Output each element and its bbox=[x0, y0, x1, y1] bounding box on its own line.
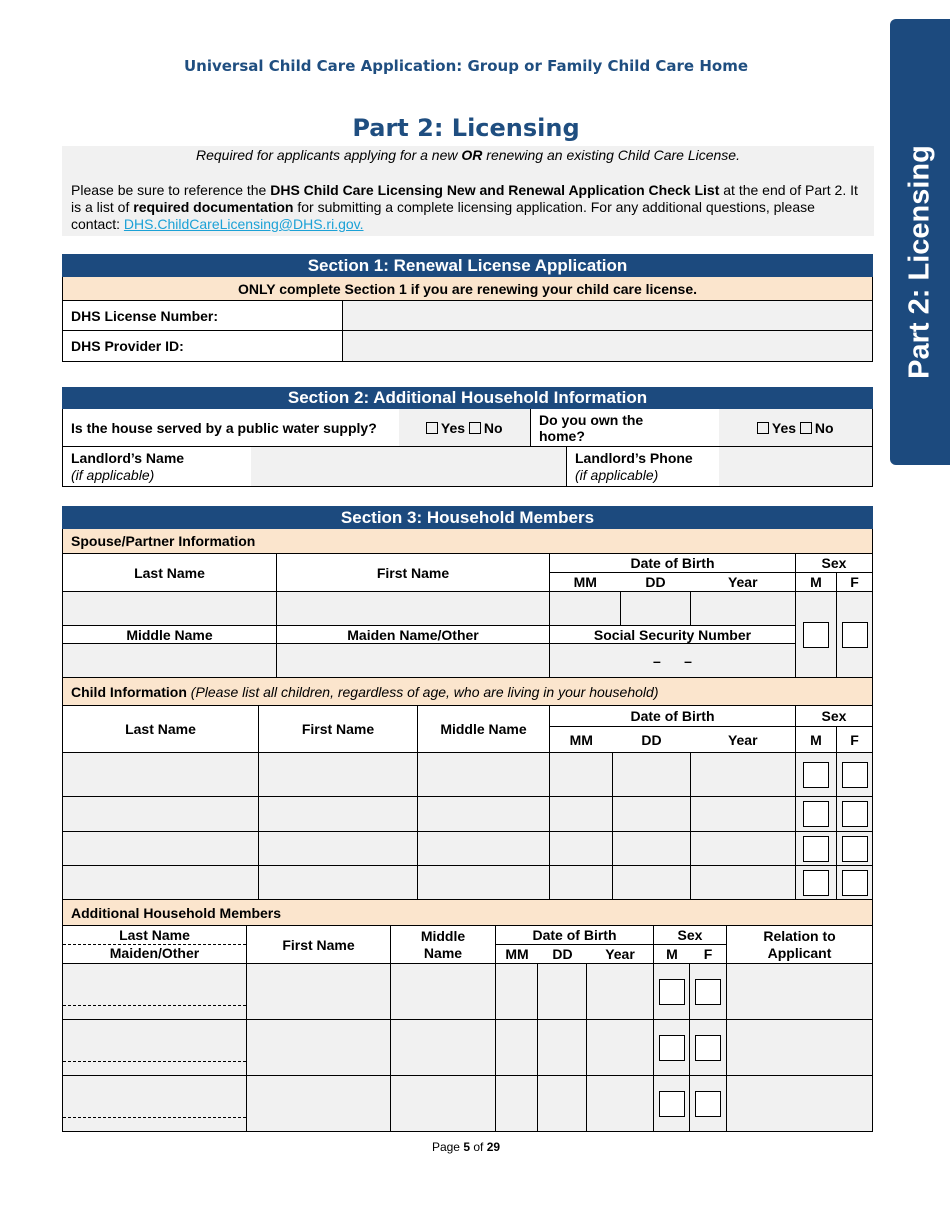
child-first-name-field[interactable] bbox=[259, 832, 418, 866]
col-m: M bbox=[796, 573, 837, 592]
child-dob-dd-field[interactable] bbox=[613, 797, 691, 832]
add-dob-year-field[interactable] bbox=[587, 1020, 654, 1076]
own-yes-checkbox[interactable] bbox=[757, 422, 769, 434]
add-sex-f-checkbox[interactable] bbox=[695, 979, 721, 1005]
add-relation-field[interactable] bbox=[727, 1020, 873, 1076]
additional-member-row bbox=[63, 1076, 873, 1132]
child-sex-m-cell bbox=[796, 797, 837, 832]
section1-title: Section 1: Renewal License Application bbox=[63, 255, 873, 277]
add-middle-name-field[interactable] bbox=[391, 964, 496, 1020]
add-sex-f-cell bbox=[690, 1076, 727, 1132]
col-middle-name: Middle Name bbox=[63, 626, 277, 644]
child-dob-mm-field[interactable] bbox=[550, 832, 613, 866]
child-first-name-field[interactable] bbox=[259, 866, 418, 900]
water-yes-checkbox[interactable] bbox=[426, 422, 438, 434]
col-mm: MM bbox=[550, 573, 621, 592]
child-sex-f-cell bbox=[837, 832, 873, 866]
spouse-maiden-name-field[interactable] bbox=[277, 644, 550, 678]
own-home-options: Yes No bbox=[719, 409, 873, 447]
add-first-name-field[interactable] bbox=[247, 964, 391, 1020]
child-sex-f-checkbox[interactable] bbox=[842, 762, 868, 788]
page-title: Part 2: Licensing bbox=[352, 114, 580, 142]
child-col-f: F bbox=[837, 727, 873, 753]
child-table bbox=[62, 677, 873, 900]
child-col-dob: Date of Birth bbox=[550, 706, 796, 727]
spouse-first-name-field[interactable] bbox=[277, 592, 550, 626]
intro-text: Please be sure to reference the DHS Child Care Licensing New and Renewal Application Check List at the end of Part 2. It is a list of required documentation for submitting a complete licensing application. For any additional questions, please contact: DHS.ChildCareLicensing@DHS.ri.gov. bbox=[71, 182, 858, 232]
document-header: Universal Child Care Application: Group or Family Child Care Home bbox=[183, 57, 748, 75]
add-dob-mm-field[interactable] bbox=[496, 1020, 538, 1076]
child-middle-name-field[interactable] bbox=[418, 753, 550, 797]
add-sex-m-cell bbox=[654, 1076, 690, 1132]
section3-spouse-table bbox=[62, 506, 873, 678]
add-sex-m-checkbox[interactable] bbox=[659, 1091, 685, 1117]
child-sex-f-cell bbox=[837, 866, 873, 900]
add-dob-year-field[interactable] bbox=[587, 1076, 654, 1132]
child-sex-f-checkbox[interactable] bbox=[842, 870, 868, 896]
child-last-name-field[interactable] bbox=[63, 832, 259, 866]
landlord-phone-field[interactable] bbox=[719, 447, 873, 487]
add-col-sex: Sex M F bbox=[654, 926, 727, 964]
col-year: Year bbox=[691, 573, 796, 592]
spouse-sex-m-cell bbox=[796, 592, 837, 678]
spouse-dob-year-field[interactable] bbox=[691, 592, 796, 626]
add-sex-m-checkbox[interactable] bbox=[659, 979, 685, 1005]
child-sex-m-checkbox[interactable] bbox=[803, 836, 829, 862]
add-dob-mm-field[interactable] bbox=[496, 1076, 538, 1132]
spouse-middle-name-field[interactable] bbox=[63, 644, 277, 678]
child-row bbox=[63, 797, 873, 832]
additional-member-row bbox=[63, 1020, 873, 1076]
col-ssn: Social Security Number bbox=[550, 626, 796, 644]
add-last-maiden-field[interactable] bbox=[63, 1076, 247, 1132]
requirement-note: Required for applicants applying for a new OR renewing an existing Child Care License. bbox=[196, 147, 740, 163]
child-dob-year-field[interactable] bbox=[691, 832, 796, 866]
child-col-year: Year bbox=[691, 727, 796, 753]
child-col-m: M bbox=[796, 727, 837, 753]
child-sex-m-cell bbox=[796, 753, 837, 797]
child-sex-f-checkbox[interactable] bbox=[842, 836, 868, 862]
spouse-ssn-field[interactable]: – – bbox=[550, 644, 796, 678]
own-no-checkbox[interactable] bbox=[800, 422, 812, 434]
child-middle-name-field[interactable] bbox=[418, 866, 550, 900]
child-dob-dd-field[interactable] bbox=[613, 832, 691, 866]
col-dd: DD bbox=[621, 573, 691, 592]
add-dob-dd-field[interactable] bbox=[538, 1076, 587, 1132]
add-last-maiden-field[interactable] bbox=[63, 1020, 247, 1076]
spouse-last-name-field[interactable] bbox=[63, 592, 277, 626]
add-sex-m-checkbox[interactable] bbox=[659, 1035, 685, 1061]
add-relation-field[interactable] bbox=[727, 964, 873, 1020]
child-dob-dd-field[interactable] bbox=[613, 753, 691, 797]
child-sex-m-checkbox[interactable] bbox=[803, 762, 829, 788]
child-dob-mm-field[interactable] bbox=[550, 797, 613, 832]
add-middle-name-field[interactable] bbox=[391, 1076, 496, 1132]
section1-table bbox=[62, 254, 873, 362]
spouse-sex-f-cell bbox=[837, 592, 873, 678]
spouse-dob-dd-field[interactable] bbox=[621, 592, 691, 626]
child-dob-dd-field[interactable] bbox=[613, 866, 691, 900]
child-last-name-field[interactable] bbox=[63, 797, 259, 832]
child-sex-f-cell bbox=[837, 797, 873, 832]
child-sex-f-checkbox[interactable] bbox=[842, 801, 868, 827]
add-dob-year-field[interactable] bbox=[587, 964, 654, 1020]
child-row bbox=[63, 832, 873, 866]
additional-member-row bbox=[63, 964, 873, 1020]
add-sex-f-checkbox[interactable] bbox=[695, 1035, 721, 1061]
add-sex-f-cell bbox=[690, 1020, 727, 1076]
add-col-dob: Date of Birth MM DD Year bbox=[496, 926, 654, 964]
col-dob: Date of Birth bbox=[550, 554, 796, 573]
section2-table bbox=[62, 387, 873, 487]
col-maiden-name: Maiden Name/Other bbox=[277, 626, 550, 644]
add-relation-field[interactable] bbox=[727, 1076, 873, 1132]
water-supply-options: Yes No bbox=[399, 409, 531, 447]
own-home-question: Do you own the home? bbox=[531, 409, 719, 447]
add-sex-f-cell bbox=[690, 964, 727, 1020]
add-dob-dd-field[interactable] bbox=[538, 1020, 587, 1076]
add-col-middle-name: Middle Name bbox=[391, 926, 496, 964]
spouse-sex-m-checkbox[interactable] bbox=[803, 622, 829, 648]
spouse-sex-f-checkbox[interactable] bbox=[842, 622, 868, 648]
child-dob-year-field[interactable] bbox=[691, 866, 796, 900]
add-first-name-field[interactable] bbox=[247, 1076, 391, 1132]
landlord-phone-label: Landlord’s Phone (if applicable) bbox=[567, 447, 719, 487]
add-sex-f-checkbox[interactable] bbox=[695, 1091, 721, 1117]
intro-box bbox=[62, 146, 874, 236]
child-dob-mm-field[interactable] bbox=[550, 866, 613, 900]
additional-heading: Additional Household Members bbox=[63, 900, 873, 926]
add-last-maiden-field[interactable] bbox=[63, 964, 247, 1020]
add-sex-m-cell bbox=[654, 964, 690, 1020]
add-middle-name-field[interactable] bbox=[391, 1020, 496, 1076]
child-sex-m-cell bbox=[796, 866, 837, 900]
child-heading: Child Information (Please list all children, regardless of age, who are living in your household) bbox=[63, 678, 873, 706]
child-col-dd: DD bbox=[613, 727, 691, 753]
contact-email-link[interactable]: DHS.ChildCareLicensing@DHS.ri.gov. bbox=[123, 216, 364, 232]
child-sex-m-checkbox[interactable] bbox=[803, 801, 829, 827]
add-col-relation: Relation to Applicant bbox=[727, 926, 873, 964]
add-sex-m-cell bbox=[654, 1020, 690, 1076]
child-dob-mm-field[interactable] bbox=[550, 753, 613, 797]
child-dob-year-field[interactable] bbox=[691, 797, 796, 832]
child-sex-m-checkbox[interactable] bbox=[803, 870, 829, 896]
water-supply-question: Is the house served by a public water supply? bbox=[63, 409, 399, 447]
child-last-name-field[interactable] bbox=[63, 753, 259, 797]
col-last-name: Last Name bbox=[63, 554, 277, 592]
additional-members-table bbox=[62, 899, 873, 1132]
child-col-last-name: Last Name bbox=[63, 706, 259, 753]
section2-title: Section 2: Additional Household Information bbox=[63, 388, 873, 409]
section3-title: Section 3: Household Members bbox=[63, 507, 873, 529]
landlord-name-label: Landlord’s Name (if applicable) bbox=[63, 447, 251, 487]
add-dob-dd-field[interactable] bbox=[538, 964, 587, 1020]
landlord-name-field[interactable] bbox=[251, 447, 567, 487]
child-col-middle-name: Middle Name bbox=[418, 706, 550, 753]
add-col-first-name: First Name bbox=[247, 926, 391, 964]
child-sex-f-cell bbox=[837, 753, 873, 797]
page-number: Page 5 of 29 bbox=[431, 1140, 501, 1154]
child-col-mm: MM bbox=[550, 727, 613, 753]
license-number-label: DHS License Number: bbox=[63, 301, 343, 331]
child-row bbox=[63, 866, 873, 900]
add-first-name-field[interactable] bbox=[247, 1020, 391, 1076]
child-col-sex: Sex bbox=[796, 706, 873, 727]
add-col-last-name: Last Name Maiden/Other bbox=[63, 926, 247, 964]
child-middle-name-field[interactable] bbox=[418, 832, 550, 866]
spouse-heading: Spouse/Partner Information bbox=[63, 529, 873, 554]
side-tab bbox=[890, 19, 950, 465]
license-number-field[interactable] bbox=[343, 301, 873, 331]
add-dob-mm-field[interactable] bbox=[496, 964, 538, 1020]
col-first-name: First Name bbox=[277, 554, 550, 592]
col-sex: Sex bbox=[796, 554, 873, 573]
child-sex-m-cell bbox=[796, 832, 837, 866]
spouse-dob-mm-field[interactable] bbox=[550, 592, 621, 626]
provider-id-field[interactable] bbox=[343, 331, 873, 362]
child-row bbox=[63, 753, 873, 797]
child-first-name-field[interactable] bbox=[259, 753, 418, 797]
child-middle-name-field[interactable] bbox=[418, 797, 550, 832]
section1-note: ONLY complete Section 1 if you are renewing your child care license. bbox=[63, 277, 873, 301]
child-first-name-field[interactable] bbox=[259, 797, 418, 832]
water-no-checkbox[interactable] bbox=[469, 422, 481, 434]
child-col-first-name: First Name bbox=[259, 706, 418, 753]
child-last-name-field[interactable] bbox=[63, 866, 259, 900]
col-f: F bbox=[837, 573, 873, 592]
child-dob-year-field[interactable] bbox=[691, 753, 796, 797]
side-tab-label: Part 2: Licensing bbox=[903, 145, 936, 379]
provider-id-label: DHS Provider ID: bbox=[63, 331, 343, 362]
